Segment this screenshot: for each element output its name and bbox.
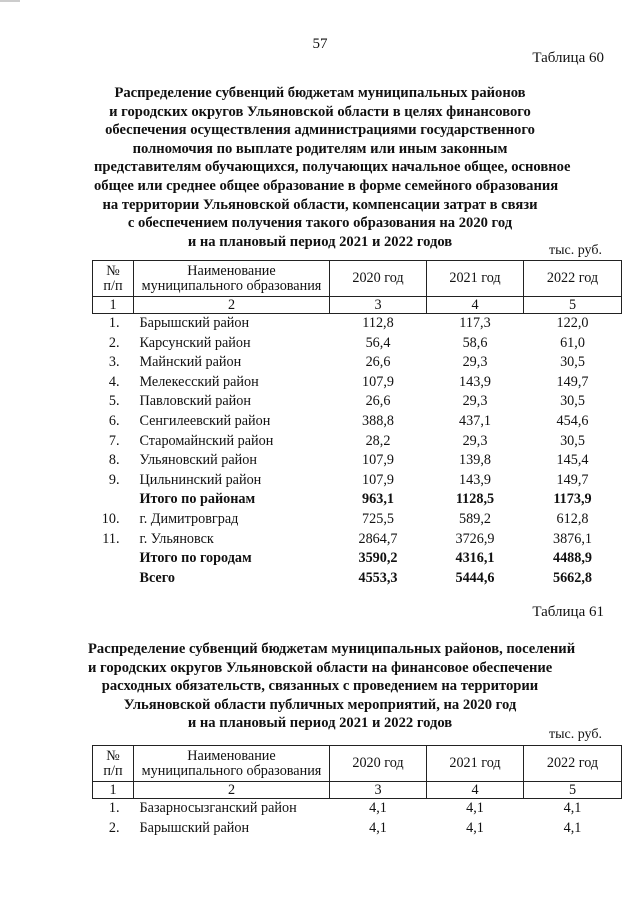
- value-2022: 4488,9: [552, 550, 592, 567]
- value-2020: 4,1: [369, 819, 387, 836]
- value-2022: 149,7: [556, 471, 589, 488]
- col-number: 2: [134, 782, 330, 799]
- title-line: расходных обязательств, связанных с проведением на территории: [101, 678, 539, 695]
- value-2022: 30,5: [560, 393, 585, 410]
- header-2021: 2021 год: [427, 746, 524, 782]
- col-number: 3: [330, 297, 427, 314]
- value-2022: 30,5: [560, 354, 585, 371]
- value-2020: 107,9: [362, 373, 394, 390]
- value-2021: 3726,9: [455, 530, 495, 547]
- value-2020: 2864,7: [358, 530, 398, 547]
- value-2020: 26,6: [365, 354, 391, 371]
- title-line: и на плановый период 2021 и 2022 годов: [187, 715, 453, 732]
- title-line: и городских округов Ульяновской области в целях финансового: [109, 103, 531, 120]
- table-61-title: [88, 640, 576, 733]
- table-row: [93, 471, 622, 491]
- value-2022: 454,6: [556, 412, 589, 429]
- table-row: [93, 451, 622, 471]
- title-line: Распределение субвенций бюджетам муниципальных районов, поселений: [88, 641, 576, 657]
- column-number-row: [93, 782, 622, 799]
- title-line: Распределение субвенций бюджетам муниципальных районов: [114, 85, 526, 101]
- row-name: г. Димитровград: [139, 510, 239, 527]
- title-line: и на плановый период 2021 и 2022 годов: [187, 233, 453, 250]
- value-2020: 4553,3: [358, 569, 398, 586]
- table-row: [93, 314, 622, 334]
- page-number: 57: [312, 36, 328, 52]
- table-60: [92, 260, 622, 588]
- table-row: [93, 510, 622, 530]
- value-2021: 5444,6: [455, 569, 495, 586]
- value-2021: 29,3: [462, 432, 488, 449]
- value-2020: 3590,2: [358, 550, 398, 567]
- value-2021: 4,1: [466, 819, 484, 836]
- table-row: [93, 799, 622, 819]
- value-2022: 5662,8: [552, 569, 592, 586]
- row-name: Барышский район: [139, 315, 250, 331]
- row-number: 2.: [108, 819, 120, 836]
- header-2022: 2022 год: [524, 746, 622, 782]
- value-2022: 145,4: [556, 452, 589, 469]
- table-row: [93, 353, 622, 373]
- row-number: 7.: [108, 432, 120, 449]
- value-2021: 437,1: [459, 412, 491, 429]
- value-2020: 107,9: [362, 452, 394, 469]
- header-2022: 2022 год: [524, 261, 622, 297]
- header-row: [93, 261, 622, 297]
- value-2021: 29,3: [462, 393, 488, 410]
- col-number: 2: [134, 297, 330, 314]
- table-60-label: Таблица 60: [532, 50, 604, 66]
- row-number: 6.: [108, 412, 120, 429]
- row-number: [93, 490, 134, 510]
- row-name: Мелекесский район: [139, 373, 259, 390]
- row-name: Сенгилеевский район: [139, 412, 271, 429]
- header-num: № п/п: [93, 746, 134, 782]
- value-2021: 58,6: [462, 334, 488, 351]
- row-name: Павловский район: [139, 393, 251, 410]
- row-name: Карсунский район: [139, 334, 251, 351]
- table-61: [92, 745, 622, 838]
- value-2021: 29,3: [462, 354, 488, 371]
- table-row: [93, 373, 622, 393]
- header-name: Наименование муниципального образования: [134, 261, 330, 297]
- total-row: [93, 569, 622, 589]
- value-2022: 30,5: [560, 432, 585, 449]
- value-2020: 4,1: [369, 800, 387, 816]
- value-2021: 589,2: [459, 510, 491, 527]
- table-60-units: тыс. руб.: [549, 243, 602, 258]
- value-2021: 143,9: [459, 373, 491, 390]
- col-number: 3: [330, 782, 427, 799]
- value-2021: 117,3: [459, 315, 491, 331]
- col-number: 1: [93, 297, 134, 314]
- header-num: № п/п: [93, 261, 134, 297]
- value-2022: 612,8: [556, 510, 589, 527]
- header-name: Наименование муниципального образования: [134, 746, 330, 782]
- row-name: Цильнинский район: [139, 471, 262, 488]
- title-line: общее или среднее общее образование в форме семейного образования: [94, 177, 559, 194]
- table-row: [93, 392, 622, 412]
- col-number: 1: [93, 782, 134, 799]
- total-row: [93, 549, 622, 569]
- row-number: 10.: [101, 510, 120, 527]
- col-number: 4: [427, 297, 524, 314]
- row-name: г. Ульяновск: [139, 530, 214, 547]
- value-2022: 3876,1: [552, 530, 592, 547]
- value-2020: 28,2: [365, 432, 391, 449]
- value-2021: 1128,5: [455, 491, 495, 508]
- row-name: Итого по районам: [139, 491, 256, 508]
- title-line: и городских округов Ульяновской области на финансовое обеспечение: [88, 659, 553, 676]
- row-name: Базарносызганский район: [139, 800, 297, 816]
- value-2022: 122,0: [556, 315, 589, 331]
- value-2021: 139,8: [459, 452, 491, 469]
- row-name: Всего: [139, 569, 175, 586]
- row-number: 5.: [108, 393, 120, 410]
- row-name: Итого по городам: [139, 550, 252, 567]
- row-name: Старомайнский район: [139, 432, 274, 449]
- column-number-row: [93, 297, 622, 314]
- row-number: [93, 569, 134, 589]
- table-row: [93, 412, 622, 432]
- row-number: 11.: [102, 530, 120, 547]
- row-number: 2.: [108, 334, 120, 351]
- total-row: [93, 490, 622, 510]
- col-number: 4: [427, 782, 524, 799]
- value-2020: 963,1: [362, 491, 394, 508]
- row-name: Майнский район: [139, 354, 242, 371]
- row-number: 9.: [108, 471, 120, 488]
- row-name: Ульяновский район: [139, 452, 257, 469]
- value-2022: 61,0: [560, 334, 585, 351]
- value-2020: 112,8: [362, 315, 394, 331]
- header-2020: 2020 год: [330, 746, 427, 782]
- header-2020: 2020 год: [330, 261, 427, 297]
- table-60-title: [94, 84, 571, 251]
- title-line: полномочия по выплате родителям или иным законным: [132, 140, 508, 157]
- header-2021: 2021 год: [427, 261, 524, 297]
- row-number: 3.: [108, 354, 120, 371]
- value-2022: 4,1: [563, 800, 582, 816]
- title-line: с обеспечением получения такого образования на 2020 год: [127, 215, 513, 232]
- value-2020: 56,4: [365, 334, 391, 351]
- table-61-units: тыс. руб.: [549, 727, 602, 742]
- scan-shadow: [0, 0, 20, 2]
- row-number: 1.: [108, 800, 120, 816]
- title-line: на территории Ульяновской области, компенсации затрат в связи: [102, 196, 538, 213]
- value-2020: 388,8: [362, 412, 394, 429]
- value-2020: 725,5: [362, 510, 394, 527]
- value-2022: 1173,9: [553, 491, 592, 508]
- title-line: Ульяновской области публичных мероприятий, на 2020 год: [123, 696, 517, 713]
- value-2020: 26,6: [365, 393, 391, 410]
- title-line: обеспечения осуществления администрациями государственного: [105, 122, 535, 139]
- table-61-body: [93, 799, 622, 839]
- value-2021: 4316,1: [455, 550, 495, 567]
- row-number: 4.: [108, 373, 120, 390]
- value-2021: 4,1: [466, 800, 484, 816]
- table-60-body: [93, 314, 622, 589]
- table-row: [93, 530, 622, 550]
- value-2022: 149,7: [556, 373, 589, 390]
- row-name: Барышский район: [139, 819, 250, 836]
- header-row: [93, 746, 622, 782]
- table-row: [93, 334, 622, 354]
- table-row: [93, 432, 622, 452]
- row-number: [93, 549, 134, 569]
- table-row: [93, 819, 622, 839]
- value-2020: 107,9: [362, 471, 394, 488]
- table-61-label: Таблица 61: [532, 604, 604, 620]
- value-2021: 143,9: [459, 471, 491, 488]
- col-number: 5: [524, 782, 622, 799]
- row-number: 8.: [108, 452, 120, 469]
- title-line: представителям обучающихся, получающих начальное общее, основное: [94, 159, 571, 176]
- col-number: 5: [524, 297, 622, 314]
- value-2022: 4,1: [563, 819, 582, 836]
- row-number: 1.: [108, 315, 120, 331]
